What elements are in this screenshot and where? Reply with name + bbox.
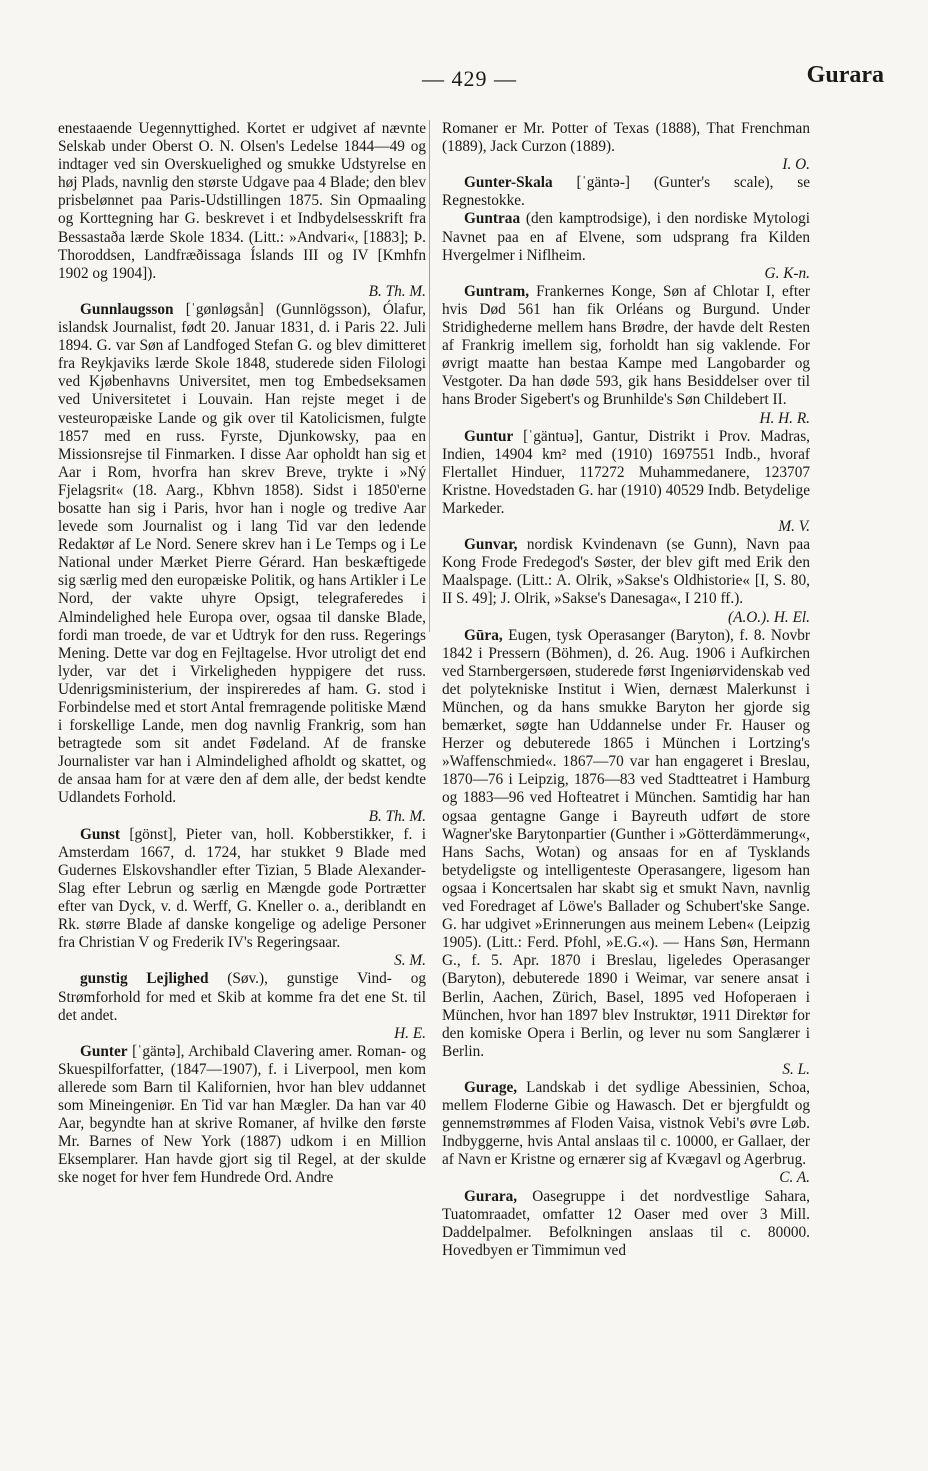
dictionary-entry (442, 120, 810, 174)
dictionary-entry (442, 536, 810, 626)
entry-text: [ˈgäntuə], Gantur, Distrikt i Prov. Madras, Indien, 14904 km² med (1910) 1697551 Indb., hvoraf Flertallet Hinduer, 117272 Muhammedanere, 123707 Kristne. Hovedstaden G. har (1910) 40529 Indb. Betydelige Markeder. (442, 427, 810, 517)
entry-signature: (A.O.). H. El. (728, 608, 810, 626)
entry-text: [gönst], Pieter van, holl. Kobberstikker, f. i Amsterdam 1667, d. 1724, har stukket 9 Blade med Gudernes Elskovshandler efter Tizian, 5 Blade Alexander-Slag efter Lebrun og særlig en Mængde gode Portrætter efter van Dyck, v. d. Werff, G. Kneller o. a., deriblandt en Rk. større Blade af danske kongelige og adelige Personer fra Christian V og Frederik IV's Regeringsaar. (58, 825, 426, 952)
dictionary-entry (442, 627, 810, 1079)
entry-signature: I. O. (782, 156, 810, 174)
dictionary-entry (442, 283, 810, 428)
dictionary-entry (58, 1043, 426, 1188)
entry-headword: Gunter-Skala (464, 174, 553, 192)
entry-text: (Søv.), gunstige Vind- og Strømforhold for med et Skib at komme fra det ene St. til det andet. (58, 970, 426, 1024)
entry-signature: B. Th. M. (368, 807, 426, 825)
entry-signature: M. V. (778, 518, 810, 536)
entry-text: Eugen, tysk Operasanger (Baryton), f. 8. Novbr 1842 i Pressern (Böhmen), d. 26. Aug. 1906 i Aufkirchen ved Starnbergersøen, studerede først Ingeniørvidenskab ved det polytekniske Institut i Wien, dernæst Malerkunst i München, og da hans smukke Baryton her gjorde sig bemærket, søgte han Uddannelse under Fr. Hauser og Herzer og debuterede 1865 i München i Lortzing's »Waffenschmied«. 1867—70 var han engageret i Breslau, 1870—76 i Leipzig, 1876—83 ved Stadtteatret i Hamburg og 1883—96 ved Hofteatret i München. Samtidig har han ogsaa gentagne Gange i Bayreuth udført de store Wagner'ske Barytonpartier (Gunther i »Götterdämmerung«, Hans Sachs, Wotan) og ansaas for en af Tysklands betydeligste og intelligenteste Operasangere, ligesom han ogsaa i Koncertsalen har skabt sig et smukt Navn, navnlig ved Foredraget af Löwe's Ballader og Schubert'ske Sange. G. har udgivet »Erinnerungen aus meinem Leben« (Leipzig 1905). (Litt.: Ferd. Pfohl, »E.G.«). — Hans Søn, Hermann G., f. 5. Apr. 1870 i Breslau, ligeledes Operasanger (Baryton), debuterede 1890 i Weimar, var senere ansat i Berlin, Aachen, Zürich, Basel, 1895 ved Hofoperaen i München, hvor han 1897 blev Instruktør, 1911 Direktør for den komiske Opera i Berlin, og lever nu som Sanglærer i Berlin. (442, 626, 810, 1060)
entry-signature: H. E. (394, 1024, 426, 1042)
entry-headword: Gurara, (464, 1187, 518, 1205)
entry-text: [ˈgäntə], Archibald Clavering amer. Roman- og Skuespilforfatter, (1847—1907), f. i Liverpool, men kom allerede som Barn til Kalifornien, hvor han blev uddannet som Mineingeniør. En Tid var han Mægler. Da han var 40 Aar, begyndte han at skrive Romaner, af hvilke den første Mr. Barnes of New York (1887) udkom i en Million Eksemplarer. Han havde gjort sig til Regel, at der skulde ske noget for hver fem Hundrede Ord. Andre (58, 1042, 426, 1187)
entry-headword: Gūra, (464, 626, 503, 644)
page-number: — 429 — (422, 66, 517, 91)
entry-signature: S. L. (782, 1060, 810, 1078)
page-header (52, 60, 884, 100)
entry-headword: Gunst (80, 825, 120, 843)
entry-headword: Guntram, (464, 282, 530, 300)
entry-text: Frankernes Konge, Søn af Chlotar I, efter hvis Død 561 han fik Orléans og Burgund. Under Stridighederne mellem hans Brødre, der havde delt Resten af Frankrig imellem sig, forholdt han sig vaklende. For øvrigt maatte han bestaa Kampe med Langobarder og Vestgoter. Da han døde 593, gik hans Besiddelser over til hans Broder Sigebert's og Brunhilde's Søn Childebert II. (442, 282, 810, 409)
dictionary-entry (442, 1079, 810, 1188)
entry-signature: S. M. (394, 952, 426, 970)
dictionary-entry (442, 174, 810, 210)
entry-headword: Guntur (464, 427, 514, 445)
entry-text: enestaaende Uegennyttighed. Kortet er udgivet af nævnte Selskab under Oberst O. N. Olsen's Ledelse 1844—49 og indtager ved sin Overskuelighed og smukke Udstyrelse en høj Plads, navnlig den største Udgave paa 4 Blade; den blev prisbelønnet paa Paris-Udstillingen 1875. Sin Opmaaling og Korttegning har G. beskrevet i et Indbydelsesskrift fra Bessastaða lærde Skole 1834. (Litt.: »Andvari«, [1883]; Þ. Thoroddsen, Landfræðissaga Íslands III og IV [Kmhfn 1902 og 1904]). (58, 120, 426, 282)
dictionary-entry (58, 301, 426, 826)
entry-signature: G. K-n. (764, 264, 810, 282)
entry-text: [ˈgønløgsån] (Gunnlögsson), Ólafur, islandsk Journalist, født 20. Januar 1831, d. i Paris 22. Juli 1894. G. var Søn af Landfoged Stefan G. og blev dimitteret fra Reykjaviks lærde Skole 1848, studerede siden Filologi ved Kjøbenhavns Universitet, men tog Embedseksamen ved Universitetet i Louvain. Han rejste meget i de vesteuropæiske Lande og gik over til Katolicismen, fulgte 1857 med en russ. Fyrste, Djunkowsky, paa en Missionsrejse til Finmarken. I disse Aar opholdt han sig et Aar i Rom, hvorfra han skrev Breve, trykte i »Ný Fjelagsrit« (18. Aarg., Kbhvn 1858). Sidst i 1850'erne bosatte han sig i Paris, hvor han i nogle og tredive Aar levede som Journalist og i lang Tid var den ledende Redaktør af Le Nord. Senere skrev han i Le Temps og i Le National under Mærket Pierre Gérard. Han beskæftigede sig særlig med den europæiske Politik, og hans Artikler i Le Nord, der vakte uhyre Opsigt, telegraferedes i Almindelighed hele Europa over, ogsaa til danske Blade, fordi man troede, de var et Udtryk for den russ. Regerings Mening. Dette var dog en Fejltagelse. Hvor utroligt det end lyder, var det i Virkeligheden hyppigere det russ. Udenrigsministerium, der inspireredes af ham. G. stod i Forbindelse med et stort Antal fremragende politiske Mænd i forskellige Lande, men dog navnlig Frankrig, som han betragtede som sit andet Fødeland. Af de franske Journalister var han i Almindelighed afholdt og skattet, og de ansaa ham for at være den af dem alle, der bedst kendte Udlandets Forhold. (58, 300, 427, 807)
left-column (58, 120, 426, 1188)
entry-text: Landskab i det sydlige Abessinien, Schoa, mellem Floderne Gibie og Hawasch. Det er bjergfuldt og gennemstrømmes af Floden Vaisa, vistnok Vebi's øvre Løb. Indbyggerne, hvis Antal anslaas til c. 10000, er Gallaer, der af Navn er Kristne og ernærer sig af Kvægavl og Agerbrug. (442, 1078, 810, 1169)
column-divider (429, 120, 430, 632)
entry-headword: gunstig Lejlighed (80, 970, 209, 988)
entry-text: nordisk Kvindenavn (se Gunn), Navn paa Kong Frode Fredegod's Søster, der blev gift med Erik den Maalspage. (Litt.: A. Olrik, »Sakse's Oldhistorie« [I, S. 80, II S. 49]; J. Olrik, »Sakse's Danesaga«, I 210 ff.). (442, 536, 810, 608)
entry-text: Oasegruppe i det nordvestlige Sahara, Tuatomraadet, omfatter 12 Oaser med over 3 Mill. Daddelpalmer. Befolkningen anslaas til c. 80000. Hovedbyen er Timmimun ved (442, 1187, 810, 1259)
right-column (442, 120, 810, 1260)
entry-headword: Gurage, (464, 1078, 518, 1096)
dictionary-entry (442, 1188, 810, 1260)
dictionary-entry (442, 210, 810, 282)
entry-text: (den kamptrodsige), i den nordiske Mytologi Navnet paa en af Elvene, som udsprang fra Kilden Hvergelmer i Niflheim. (442, 210, 810, 264)
dictionary-entry (58, 970, 426, 1042)
entry-signature: H. H. R. (759, 409, 810, 427)
entry-text: Romaner er Mr. Potter of Texas (1888), That Frenchman (1889), Jack Curzon (1889). (442, 120, 810, 156)
running-head: Gurara (806, 62, 884, 88)
dictionary-entry (58, 826, 426, 971)
dictionary-entry (58, 120, 426, 301)
entry-signature: C. A. (779, 1169, 810, 1187)
entry-headword: Gunter (80, 1042, 128, 1060)
entry-text: [ˈgäntə-] (Gunter's scale), se Regnestokke. (442, 174, 810, 210)
entry-signature: B. Th. M. (368, 282, 426, 300)
entry-headword: Guntraa (464, 210, 521, 228)
entry-headword: Gunvar, (464, 536, 518, 554)
entry-headword: Gunnlaugsson (80, 300, 174, 318)
dictionary-entry (442, 428, 810, 537)
